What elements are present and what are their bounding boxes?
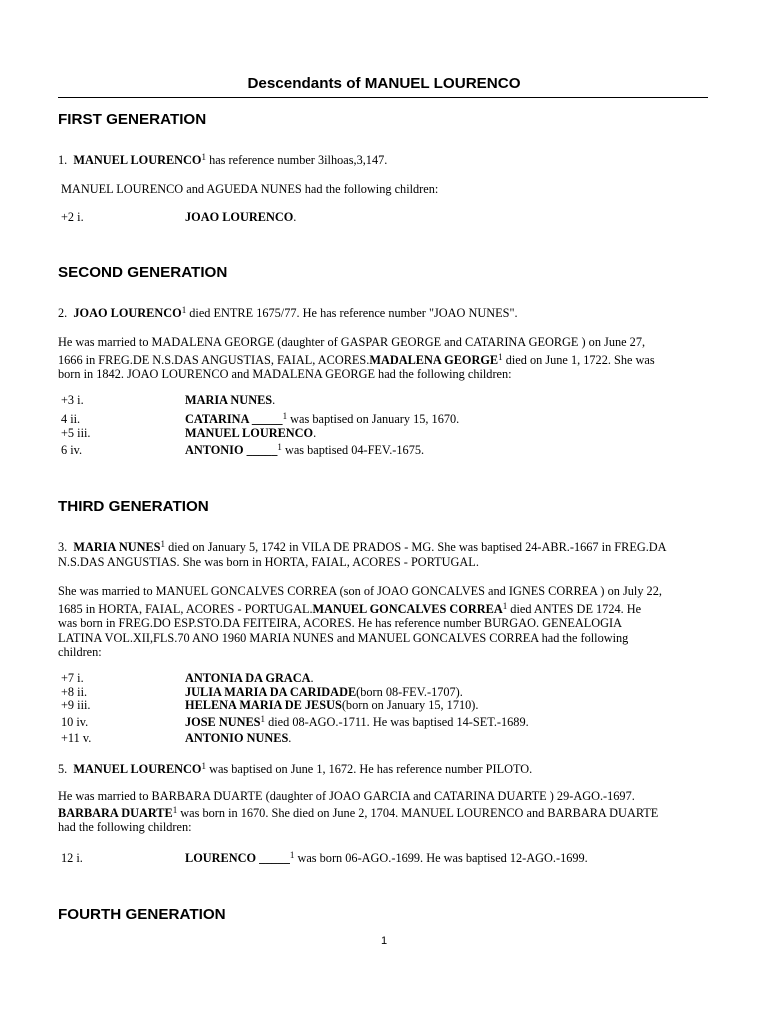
child-row: +3 i. MARIA NUNES.: [61, 393, 276, 407]
child-row: +9 iii. HELENA MARIA DE JESUS(born on January 15, 1710).: [61, 698, 479, 712]
document-title: Descendants of MANUEL LOURENCO: [247, 75, 521, 92]
spouse-name: MANUEL GONCALVES CORREA: [312, 601, 503, 616]
child-row: 6 iv. ANTONIO _____$^1$ was baptised 04-FEV.-1675.: [61, 442, 425, 457]
fourth-generation-heading: FOURTH GENERATION: [58, 906, 226, 923]
child-row: +8 ii. JULIA MARIA DA CARIDADE(born 08-FEV.-1707).: [61, 685, 463, 699]
entry-3: 3. MARIA NUNES$^1$ died on January 5, 1742 in VILA DE PRADOS - MG. She was baptised 24-ABR.-1667 in FREG.DA N.S.DAS ANGUSTIAS. She was born in HORTA, FAIAL, ACORES - PORTUGAL.: [58, 539, 667, 569]
entry-1: 1. MANUEL LOURENCO$^1$ has reference number 3ilhoas,3,147.: [58, 152, 388, 167]
child-row: +2 i. JOAO LOURENCO.: [61, 210, 297, 224]
entry-1-children-intro: MANUEL LOURENCO and AGUEDA NUNES had the following children:: [61, 182, 439, 196]
entry-2: 2. JOAO LOURENCO$^1$ died ENTRE 1675/77. He has reference number "JOAO NUNES".: [58, 305, 518, 320]
person-name: MANUEL LOURENCO: [73, 153, 202, 167]
person-name: MANUEL LOURENCO: [73, 762, 202, 776]
child-row: 12 i. LOURENCO _____$^1$ was born 06-AGO.-1699. He was baptised 12-AGO.-1699.: [61, 850, 588, 865]
spouse-name: MADALENA GEORGE: [369, 352, 499, 367]
child-row: +7 i. ANTONIA DA GRACA.: [61, 671, 314, 685]
third-generation-heading: THIRD GENERATION: [58, 498, 209, 515]
person-name: JOAO LOURENCO: [73, 306, 182, 320]
child-row: 4 ii. CATARINA _____$^1$ was baptised on January 15, 1670.: [61, 411, 460, 426]
person-name: MARIA NUNES: [73, 540, 161, 554]
child-row: 10 iv. JOSE NUNES$^1$ died 08-AGO.-1711. He was baptised 14-SET.-1689.: [61, 714, 529, 729]
page-number: 1: [380, 935, 388, 947]
first-generation-heading: FIRST GENERATION: [58, 111, 207, 128]
entry-2-marriage: He was married to MADALENA GEORGE (daughter of GASPAR GEORGE and CATARINA GEORGE ) on June 27, 1666 in FREG.DE N.S.DAS ANGUSTIAS, FAIAL, ACORES.MADALENA GEORGE$^1$ died on June 1, 1722. She was born in 1842. JOAO LOURENCO and MADALENA GEORGE had the following children:: [58, 335, 655, 381]
entry-5-marriage: He was married to BARBARA DUARTE (daughter of JOAO GARCIA and CATARINA DUARTE ) 29-AGO.-1697. BARBARA DUARTE$^1$ was born in 1670. She died on June 2, 1704. MANUEL LOURENCO and BARBARA DUARTE had the following children:: [58, 789, 659, 834]
title-rule: [58, 97, 708, 98]
second-generation-heading: SECOND GENERATION: [58, 264, 228, 281]
entry-3-marriage: She was married to MANUEL GONCALVES CORREA (son of JOAO GONCALVES and IGNES CORREA ) on July 22, 1685 in HORTA, FAIAL, ACORES - PORTUGAL.MANUEL GONCALVES CORREA$^1$ died ANTES DE 1724. He was born in FREG.DO ESP.STO.DA FEITEIRA, ACORES. He has reference number BURGAO. GENEALOGIA LATINA VOL.XII,FLS.70 ANO 1960 MARIA NUNES and MANUEL GONCALVES CORREA had the following children:: [58, 584, 662, 659]
spouse-name: BARBARA DUARTE: [58, 805, 173, 820]
child-row: +5 iii. MANUEL LOURENCO.: [61, 426, 317, 440]
entry-5: 5. MANUEL LOURENCO$^1$ was baptised on June 1, 1672. He has reference number PILOTO.: [58, 761, 533, 776]
child-row: +11 v. ANTONIO NUNES.: [61, 731, 292, 745]
